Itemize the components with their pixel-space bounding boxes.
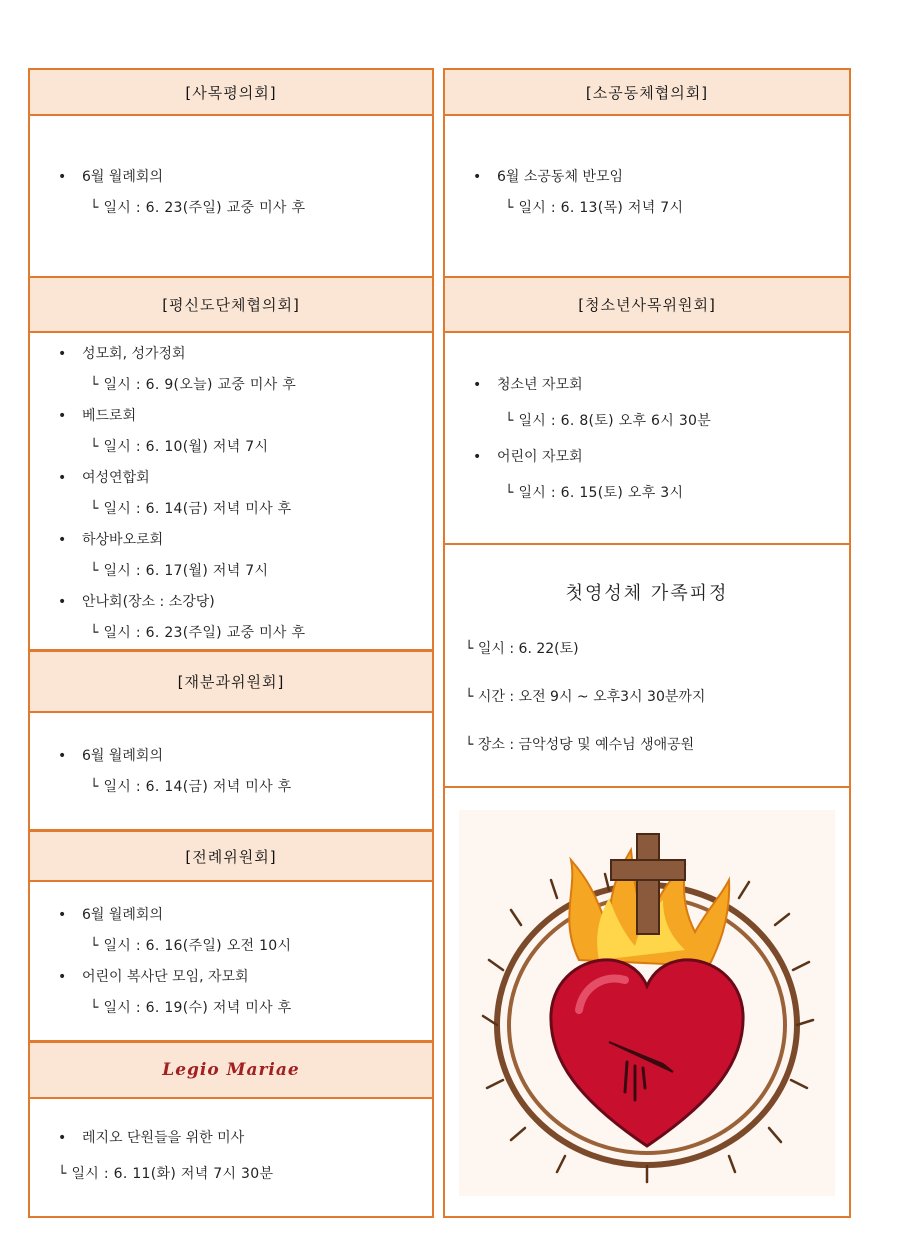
list-item-detail: └ 일시 : 6. 23(주일) 교중 미사 후 bbox=[90, 200, 306, 216]
list-item: • 성모회, 성가정회 bbox=[58, 346, 186, 362]
list-item: • 어린이 복사단 모임, 자모회 bbox=[58, 969, 249, 985]
list-item-detail: └ 일시 : 6. 10(월) 저녁 7시 bbox=[90, 439, 269, 455]
small-community-header bbox=[443, 68, 851, 116]
youth-ministry-header bbox=[443, 276, 851, 333]
sacred-heart-image bbox=[459, 810, 835, 1196]
legio-mariae-header bbox=[28, 1041, 434, 1099]
list-item: • 여성연합회 bbox=[58, 470, 150, 486]
list-item-detail: └ 일시 : 6. 17(월) 저녁 7시 bbox=[90, 563, 269, 579]
pastoral-council-header bbox=[28, 68, 434, 116]
liturgy-committee-header bbox=[28, 830, 434, 882]
retreat-date: └ 일시 : 6. 22(토) bbox=[465, 641, 579, 657]
first-communion-retreat bbox=[443, 543, 851, 788]
list-item-detail: └ 일시 : 6. 19(수) 저녁 미사 후 bbox=[90, 1000, 292, 1016]
list-item-detail: └ 일시 : 6. 23(주일) 교중 미사 후 bbox=[90, 625, 306, 641]
legio-mariae-body bbox=[28, 1099, 434, 1218]
list-item-detail: └ 일시 : 6. 14(금) 저녁 미사 후 bbox=[90, 779, 292, 795]
liturgy-committee-title: [전례위원회] bbox=[185, 847, 277, 866]
youth-ministry-title: [청소년사목위원회] bbox=[578, 296, 716, 314]
laity-council-title: [평신도단체협의회] bbox=[162, 296, 300, 314]
list-item-detail: └ 일시 : 6. 8(토) 오후 6시 30분 bbox=[505, 413, 712, 429]
list-item: • 6월 월례회의 bbox=[58, 169, 163, 185]
pastoral-council-body bbox=[28, 116, 434, 278]
list-item-detail: └ 일시 : 6. 13(목) 저녁 7시 bbox=[505, 200, 684, 216]
finance-committee-body bbox=[28, 713, 434, 831]
youth-ministry-body bbox=[443, 333, 851, 545]
list-item-detail: └ 일시 : 6. 14(금) 저녁 미사 후 bbox=[90, 501, 292, 517]
list-item-detail: └ 일시 : 6. 9(오늘) 교중 미사 후 bbox=[90, 377, 297, 393]
retreat-title: 첫영성체 가족피정 bbox=[565, 583, 729, 604]
sacred-heart-icon bbox=[459, 810, 835, 1196]
small-community-title: [소공동체협의회] bbox=[585, 83, 709, 102]
list-item: • 6월 소공동체 반모임 bbox=[473, 169, 623, 185]
right-column bbox=[443, 68, 851, 1218]
list-item-detail: └ 일시 : 6. 11(화) 저녁 7시 30분 bbox=[58, 1166, 274, 1182]
finance-committee-title: [재분과위원회] bbox=[177, 673, 285, 691]
small-community-body bbox=[443, 116, 851, 278]
legio-mariae-title: Legio Mariae bbox=[162, 1060, 300, 1080]
list-item: • 하상바오로회 bbox=[58, 532, 164, 548]
list-item-detail: └ 일시 : 6. 16(주일) 오전 10시 bbox=[90, 938, 292, 954]
list-item: • 베드로회 bbox=[58, 408, 137, 424]
list-item: • 6월 월례회의 bbox=[58, 907, 163, 923]
list-item: • 레지오 단원들을 위한 미사 bbox=[58, 1130, 245, 1146]
left-column bbox=[28, 68, 434, 1218]
list-item-detail: └ 일시 : 6. 15(토) 오후 3시 bbox=[505, 485, 684, 501]
retreat-time: └ 시간 : 오전 9시 ~ 오후3시 30분까지 bbox=[465, 689, 706, 705]
finance-committee-header bbox=[28, 650, 434, 713]
laity-council-body bbox=[28, 333, 434, 651]
list-item: • 청소년 자모회 bbox=[473, 377, 583, 393]
list-item: • 안나회(장소 : 소강당) bbox=[58, 594, 215, 610]
retreat-place: └ 장소 : 금악성당 및 예수님 생애공원 bbox=[465, 737, 695, 753]
pastoral-council-title: [사목평의회] bbox=[185, 83, 277, 102]
liturgy-committee-body bbox=[28, 882, 434, 1042]
list-item: • 어린이 자모회 bbox=[473, 449, 583, 465]
laity-council-header bbox=[28, 276, 434, 333]
sacred-heart-panel bbox=[443, 786, 851, 1218]
list-item: • 6월 월례회의 bbox=[58, 748, 163, 764]
